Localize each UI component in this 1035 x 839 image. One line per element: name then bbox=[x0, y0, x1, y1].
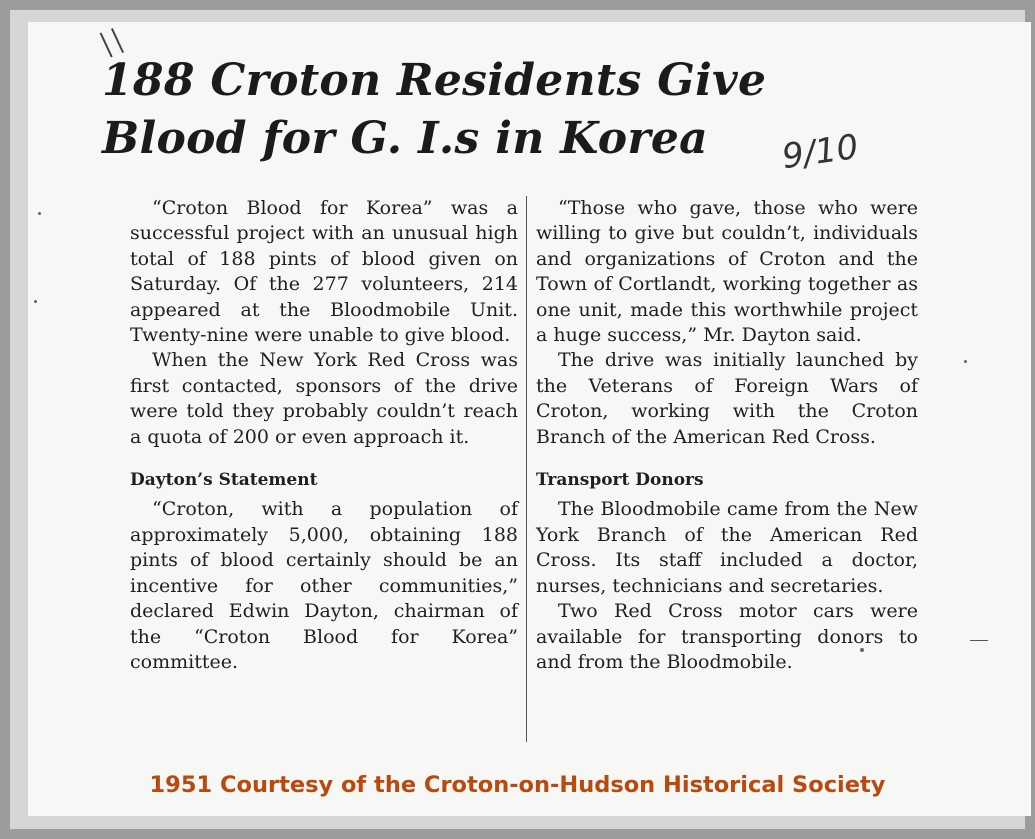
scan-mark bbox=[970, 640, 988, 641]
paragraph: “Croton, with a population of approximately 5,000, obtaining 188 pints of blood certainly should be an incentive for other communities,” declared Edwin Dayton, chairman of the “Croton Blood for Korea” committee. bbox=[130, 498, 518, 673]
subhead: Transport Donors bbox=[536, 470, 704, 491]
headline-line-2: Blood for G. I.s in Korea bbox=[102, 113, 708, 164]
paragraph: The Bloodmobile came from the New York Branch of the American Red Cross. Its staff included a doctor, nurses, technicians and secretaries. bbox=[536, 498, 918, 597]
right-column bbox=[536, 196, 918, 675]
scan-speck bbox=[860, 648, 864, 652]
headline-line-1: 188 Croton Residents Give bbox=[102, 55, 767, 106]
paragraph: “Those who gave, those who were willing to give but couldn’t, individuals and organizations of Croton and the Town of Cortlandt, working together as one unit, made this worthwhile project a huge success,” Mr. Dayton said. bbox=[536, 197, 918, 347]
scan-speck bbox=[38, 212, 41, 215]
scan-speck bbox=[964, 360, 967, 363]
paragraph: The drive was initially launched by the Veterans of Foreign Wars of Croton, working with the Croton Branch of the American Red Cross. bbox=[536, 349, 918, 448]
headline bbox=[102, 52, 766, 168]
paragraph: When the New York Red Cross was first contacted, sponsors of the drive were told they probably couldn’t reach a quota of 200 or even approach it. bbox=[130, 349, 518, 448]
handwritten-date: 9/10 bbox=[779, 126, 861, 178]
paragraph: Two Red Cross motor cars were available for transporting donors to and from the Bloodmobile. bbox=[536, 600, 918, 673]
credit-line: 1951 Courtesy of the Croton-on-Hudson Historical Society bbox=[149, 772, 886, 798]
column-divider bbox=[526, 196, 527, 742]
paragraph: “Croton Blood for Korea” was a successful project with an unusual high total of 188 pints of blood given on Saturday. Of the 277 volunteers, 214 appeared at the Bloodmobile Unit. Twenty-nine were unable to give blood. bbox=[130, 197, 518, 347]
scan-speck bbox=[34, 300, 37, 303]
tick-marks-icon bbox=[92, 22, 139, 66]
left-column bbox=[130, 196, 518, 675]
subhead: Dayton’s Statement bbox=[130, 470, 318, 491]
